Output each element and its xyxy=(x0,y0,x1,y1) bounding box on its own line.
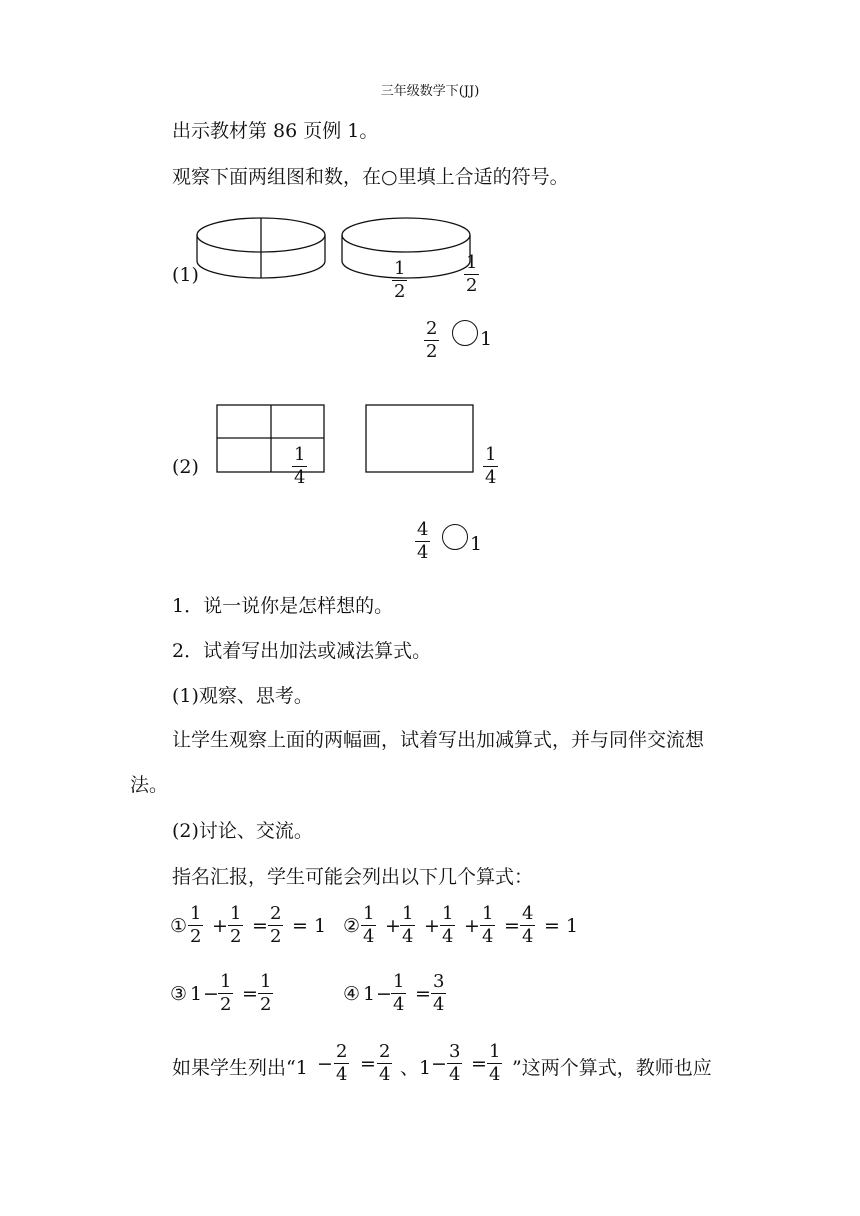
step-2-heading: (2)讨论、交流。 xyxy=(172,820,313,842)
step-2-paragraph: 指名汇报，学生可能会列出以下几个算式： xyxy=(172,866,534,888)
cylinder-halved-figure xyxy=(195,213,335,283)
page-header: 三年级数学下(JJ) xyxy=(380,84,480,99)
cylinder-whole-figure xyxy=(340,213,480,283)
group1-label: (1) xyxy=(172,264,199,286)
group2-label: (2) xyxy=(172,456,199,478)
step-1-heading: (1)观察、思考。 xyxy=(172,685,313,707)
rectangle-quartered-figure xyxy=(215,403,327,475)
group1-compare-rhs: 1 xyxy=(480,328,493,350)
group1-fraction-right: $\frac{1}{2}$ xyxy=(466,252,478,296)
rectangle-whole-figure xyxy=(364,403,476,475)
group1-answer-circle[interactable] xyxy=(452,320,478,346)
group2-fraction-right: $\frac{1}{4}$ xyxy=(485,444,497,488)
group2-compare-rhs: 1 xyxy=(470,533,483,555)
question-2: 2．试着写出加法或减法算式。 xyxy=(172,640,432,662)
group1-fraction-left: $\frac{1}{2}$ xyxy=(394,258,406,302)
step-1-paragraph-line1: 让学生观察上面的两幅画，试着写出加减算式，并与同伴交流想 xyxy=(172,729,705,751)
task-text: 观察下面两组图和数，在○里填上合适的符号。 xyxy=(172,166,569,188)
question-1: 1．说一说你是怎样想的。 xyxy=(172,595,394,617)
intro-text: 出示教材第 86 页例 1。 xyxy=(172,120,379,142)
group2-answer-circle[interactable] xyxy=(442,524,468,550)
group2-compare-fraction: $\frac{4}{4}$ xyxy=(417,519,429,563)
step-1-paragraph-line2: 法。 xyxy=(130,774,169,796)
group2-fraction-left: $\frac{1}{4}$ xyxy=(294,444,306,488)
group1-compare-fraction: $\frac{2}{2}$ xyxy=(426,318,438,362)
